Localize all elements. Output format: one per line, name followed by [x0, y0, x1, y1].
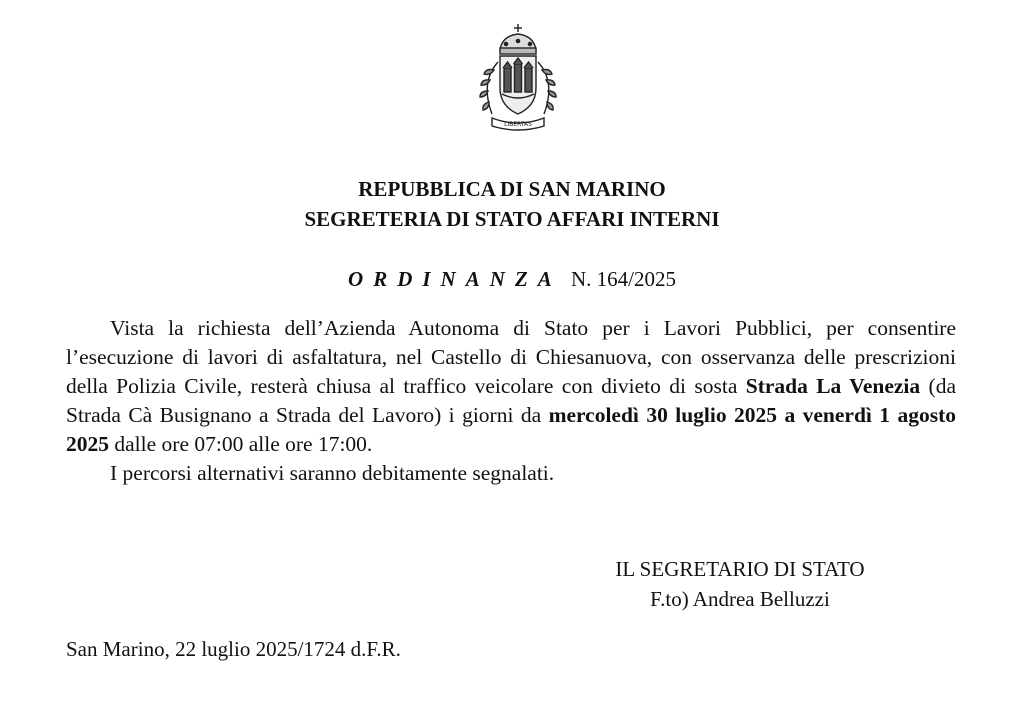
signature-name: F.to) Andrea Belluzzi — [650, 587, 830, 611]
coat-of-arms-emblem — [470, 22, 566, 134]
ordinance-label: ORDINANZA — [348, 267, 562, 291]
street-name: Strada La Venezia — [745, 374, 921, 398]
closure-dates: mercoledì 30 luglio 2025 a venerdì 1 agosto 2025 — [66, 403, 956, 456]
signature-title: IL SEGRETARIO DI STATO — [615, 557, 865, 581]
place-date: San Marino, 22 luglio 2025/1724 d.F.R. — [66, 637, 401, 661]
header-secretariat: SEGRETERIA DI STATO AFFARI INTERNI — [304, 207, 720, 231]
svg-text:LIBERTAS: LIBERTAS — [504, 121, 532, 128]
ordinance-number: N. 164/2025 — [570, 267, 676, 291]
paragraph-main: Vista la richiesta dell’Azienda Autonoma di Stato per i Lavori Pubblici, per consentire l’esecuzione di lavori di asfaltatura, nel Castello di Chiesanuova, con osservanza delle prescrizioni della Polizia Civile, resterà chiusa al traffico veicolare con divieto di sosta Strada La Venezia (da Strada Cà Busignano a Strada del Lavoro) i giorni da mercoledì 30 luglio 2025 a venerdì 1 agosto 2025 dalle ore 07:00 alle ore 17:00. — [66, 316, 956, 456]
ordinance-body — [66, 314, 956, 488]
paragraph-detours: I percorsi alternativi saranno debitamente segnalati. — [110, 461, 555, 485]
header-republic: REPUBBLICA DI SAN MARINO — [358, 177, 666, 201]
ordinance-title — [0, 266, 1024, 292]
